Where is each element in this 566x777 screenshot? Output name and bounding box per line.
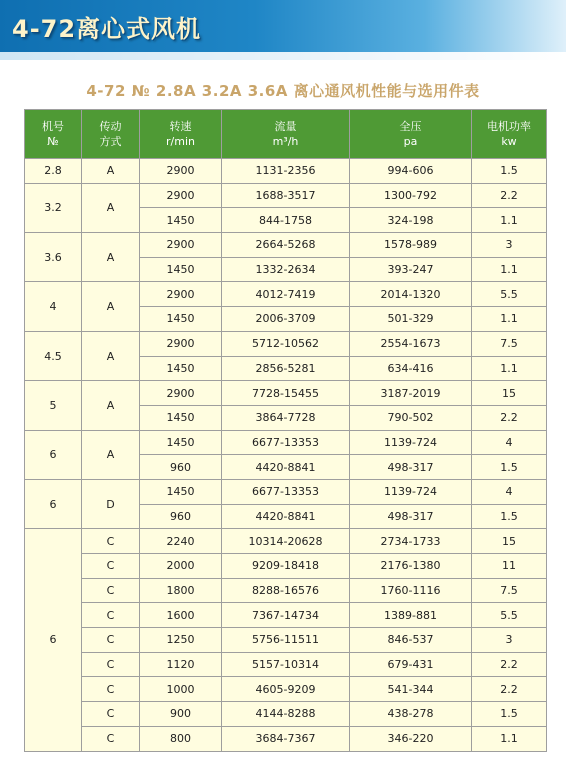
- cell-pressure: 498-317: [350, 504, 472, 529]
- cell-drive-type: A: [82, 159, 140, 184]
- cell-machine-no: 6: [25, 529, 82, 751]
- cell-speed: 2900: [140, 331, 222, 356]
- column-header: [82, 110, 140, 159]
- column-header-label: 全压: [399, 120, 422, 133]
- cell-flow: 844-1758: [222, 208, 350, 233]
- table-row: [25, 430, 547, 455]
- cell-pressure: 541-344: [350, 677, 472, 702]
- table-row: [25, 652, 547, 677]
- cell-speed: 1800: [140, 578, 222, 603]
- cell-motor-power: 4: [472, 479, 547, 504]
- cell-speed: 800: [140, 726, 222, 751]
- cell-drive-type: C: [82, 578, 140, 603]
- cell-motor-power: 3: [472, 628, 547, 653]
- cell-speed: 1450: [140, 257, 222, 282]
- cell-flow: 1332-2634: [222, 257, 350, 282]
- cell-drive-type: D: [82, 479, 140, 528]
- cell-drive-type: C: [82, 529, 140, 554]
- cell-speed: 960: [140, 504, 222, 529]
- cell-flow: 5712-10562: [222, 331, 350, 356]
- cell-drive-type: C: [82, 677, 140, 702]
- cell-speed: 1120: [140, 652, 222, 677]
- cell-pressure: 846-537: [350, 628, 472, 653]
- cell-machine-no: 4: [25, 282, 82, 331]
- cell-pressure: 2176-1380: [350, 554, 472, 579]
- table-row: [25, 677, 547, 702]
- cell-motor-power: 5.5: [472, 282, 547, 307]
- cell-motor-power: 3: [472, 233, 547, 258]
- column-header-label: 电机功率: [487, 120, 531, 133]
- cell-motor-power: 11: [472, 554, 547, 579]
- cell-drive-type: A: [82, 381, 140, 430]
- cell-speed: 2900: [140, 381, 222, 406]
- column-header-label: 传动: [99, 120, 122, 133]
- table-row: [25, 183, 547, 208]
- cell-pressure: 346-220: [350, 726, 472, 751]
- cell-motor-power: 2.2: [472, 405, 547, 430]
- column-header-label: 流量: [274, 120, 297, 133]
- cell-pressure: 2554-1673: [350, 331, 472, 356]
- cell-flow: 3684-7367: [222, 726, 350, 751]
- cell-flow: 2856-5281: [222, 356, 350, 381]
- cell-drive-type: C: [82, 628, 140, 653]
- cell-motor-power: 1.1: [472, 307, 547, 332]
- table-title: 4-72 № 2.8A 3.2A 3.6A 离心通风机性能与选用件表: [86, 82, 480, 100]
- cell-pressure: 2734-1733: [350, 529, 472, 554]
- table-row: [25, 381, 547, 406]
- cell-motor-power: 15: [472, 529, 547, 554]
- cell-pressure: 634-416: [350, 356, 472, 381]
- cell-machine-no: 6: [25, 430, 82, 479]
- cell-pressure: 2014-1320: [350, 282, 472, 307]
- cell-speed: 2900: [140, 159, 222, 184]
- cell-speed: 2240: [140, 529, 222, 554]
- cell-speed: 1450: [140, 430, 222, 455]
- cell-flow: 5157-10314: [222, 652, 350, 677]
- column-header-unit: №: [47, 135, 59, 148]
- cell-flow: 1688-3517: [222, 183, 350, 208]
- cell-machine-no: 5: [25, 381, 82, 430]
- banner-divider: [0, 52, 566, 60]
- column-header-unit: r/min: [166, 135, 195, 148]
- cell-motor-power: 1.1: [472, 726, 547, 751]
- cell-speed: 2900: [140, 233, 222, 258]
- cell-speed: 1000: [140, 677, 222, 702]
- column-header-unit: pa: [403, 135, 418, 148]
- cell-drive-type: C: [82, 726, 140, 751]
- cell-flow: 4420-8841: [222, 455, 350, 480]
- column-header: [472, 110, 547, 159]
- cell-drive-type: A: [82, 233, 140, 282]
- cell-pressure: 994-606: [350, 159, 472, 184]
- cell-motor-power: 1.5: [472, 159, 547, 184]
- cell-speed: 1450: [140, 405, 222, 430]
- cell-motor-power: 1.1: [472, 257, 547, 282]
- cell-speed: 1450: [140, 479, 222, 504]
- cell-pressure: 3187-2019: [350, 381, 472, 406]
- cell-flow: 5756-11511: [222, 628, 350, 653]
- table-row: [25, 554, 547, 579]
- table-row: [25, 529, 547, 554]
- cell-flow: 10314-20628: [222, 529, 350, 554]
- header-banner: [0, 0, 566, 52]
- cell-pressure: 1139-724: [350, 430, 472, 455]
- column-header-unit: 方式: [99, 135, 122, 148]
- column-header-label: 机号: [42, 120, 64, 133]
- column-header: [25, 110, 82, 159]
- cell-speed: 1250: [140, 628, 222, 653]
- cell-pressure: 679-431: [350, 652, 472, 677]
- cell-speed: 2000: [140, 554, 222, 579]
- table-row: [25, 331, 547, 356]
- table-header-row: [25, 110, 547, 159]
- cell-flow: 2006-3709: [222, 307, 350, 332]
- cell-motor-power: 7.5: [472, 331, 547, 356]
- cell-drive-type: A: [82, 282, 140, 331]
- column-header-label: 转速: [169, 120, 192, 133]
- cell-motor-power: 1.1: [472, 208, 547, 233]
- cell-flow: 7728-15455: [222, 381, 350, 406]
- column-header: [222, 110, 350, 159]
- cell-pressure: 1760-1116: [350, 578, 472, 603]
- cell-drive-type: A: [82, 430, 140, 479]
- cell-flow: 4605-9209: [222, 677, 350, 702]
- cell-drive-type: C: [82, 603, 140, 628]
- cell-motor-power: 2.2: [472, 183, 547, 208]
- cell-flow: 3864-7728: [222, 405, 350, 430]
- cell-motor-power: 4: [472, 430, 547, 455]
- column-header: [140, 110, 222, 159]
- cell-flow: 4420-8841: [222, 504, 350, 529]
- cell-speed: 1450: [140, 356, 222, 381]
- column-header-unit: kw: [501, 135, 517, 148]
- cell-pressure: 790-502: [350, 405, 472, 430]
- cell-motor-power: 1.5: [472, 455, 547, 480]
- table-row: [25, 479, 547, 504]
- cell-drive-type: C: [82, 702, 140, 727]
- table-body: [25, 159, 547, 752]
- cell-speed: 2900: [140, 183, 222, 208]
- cell-flow: 8288-16576: [222, 578, 350, 603]
- cell-drive-type: A: [82, 331, 140, 380]
- cell-machine-no: 3.2: [25, 183, 82, 232]
- cell-drive-type: C: [82, 652, 140, 677]
- table-row: [25, 578, 547, 603]
- cell-motor-power: 7.5: [472, 578, 547, 603]
- table-row: [25, 233, 547, 258]
- cell-motor-power: 2.2: [472, 652, 547, 677]
- cell-pressure: 498-317: [350, 455, 472, 480]
- table-row: [25, 603, 547, 628]
- cell-flow: 6677-13353: [222, 479, 350, 504]
- table-row: [25, 726, 547, 751]
- column-header: [350, 110, 472, 159]
- cell-pressure: 438-278: [350, 702, 472, 727]
- cell-speed: 1450: [140, 208, 222, 233]
- fan-spec-table: [24, 109, 547, 752]
- cell-flow: 1131-2356: [222, 159, 350, 184]
- cell-machine-no: 4.5: [25, 331, 82, 380]
- cell-machine-no: 6: [25, 479, 82, 528]
- table-row: [25, 702, 547, 727]
- cell-motor-power: 1.5: [472, 504, 547, 529]
- cell-pressure: 1578-989: [350, 233, 472, 258]
- cell-motor-power: 2.2: [472, 677, 547, 702]
- cell-pressure: 324-198: [350, 208, 472, 233]
- cell-flow: 4144-8288: [222, 702, 350, 727]
- cell-pressure: 1300-792: [350, 183, 472, 208]
- page-title: 4-72离心式风机: [12, 15, 202, 43]
- table-row: [25, 628, 547, 653]
- cell-flow: 7367-14734: [222, 603, 350, 628]
- cell-speed: 900: [140, 702, 222, 727]
- cell-pressure: 501-329: [350, 307, 472, 332]
- cell-machine-no: 3.6: [25, 233, 82, 282]
- cell-flow: 4012-7419: [222, 282, 350, 307]
- cell-speed: 1600: [140, 603, 222, 628]
- cell-motor-power: 1.5: [472, 702, 547, 727]
- table-row: [25, 159, 547, 184]
- cell-motor-power: 15: [472, 381, 547, 406]
- cell-flow: 6677-13353: [222, 430, 350, 455]
- cell-pressure: 1139-724: [350, 479, 472, 504]
- cell-flow: 9209-18418: [222, 554, 350, 579]
- column-header-unit: m³/h: [272, 135, 299, 148]
- cell-speed: 960: [140, 455, 222, 480]
- cell-speed: 2900: [140, 282, 222, 307]
- table-row: [25, 282, 547, 307]
- cell-pressure: 1389-881: [350, 603, 472, 628]
- cell-motor-power: 5.5: [472, 603, 547, 628]
- cell-speed: 1450: [140, 307, 222, 332]
- cell-flow: 2664-5268: [222, 233, 350, 258]
- cell-machine-no: 2.8: [25, 159, 82, 184]
- cell-motor-power: 1.1: [472, 356, 547, 381]
- cell-drive-type: A: [82, 183, 140, 232]
- cell-drive-type: C: [82, 554, 140, 579]
- cell-pressure: 393-247: [350, 257, 472, 282]
